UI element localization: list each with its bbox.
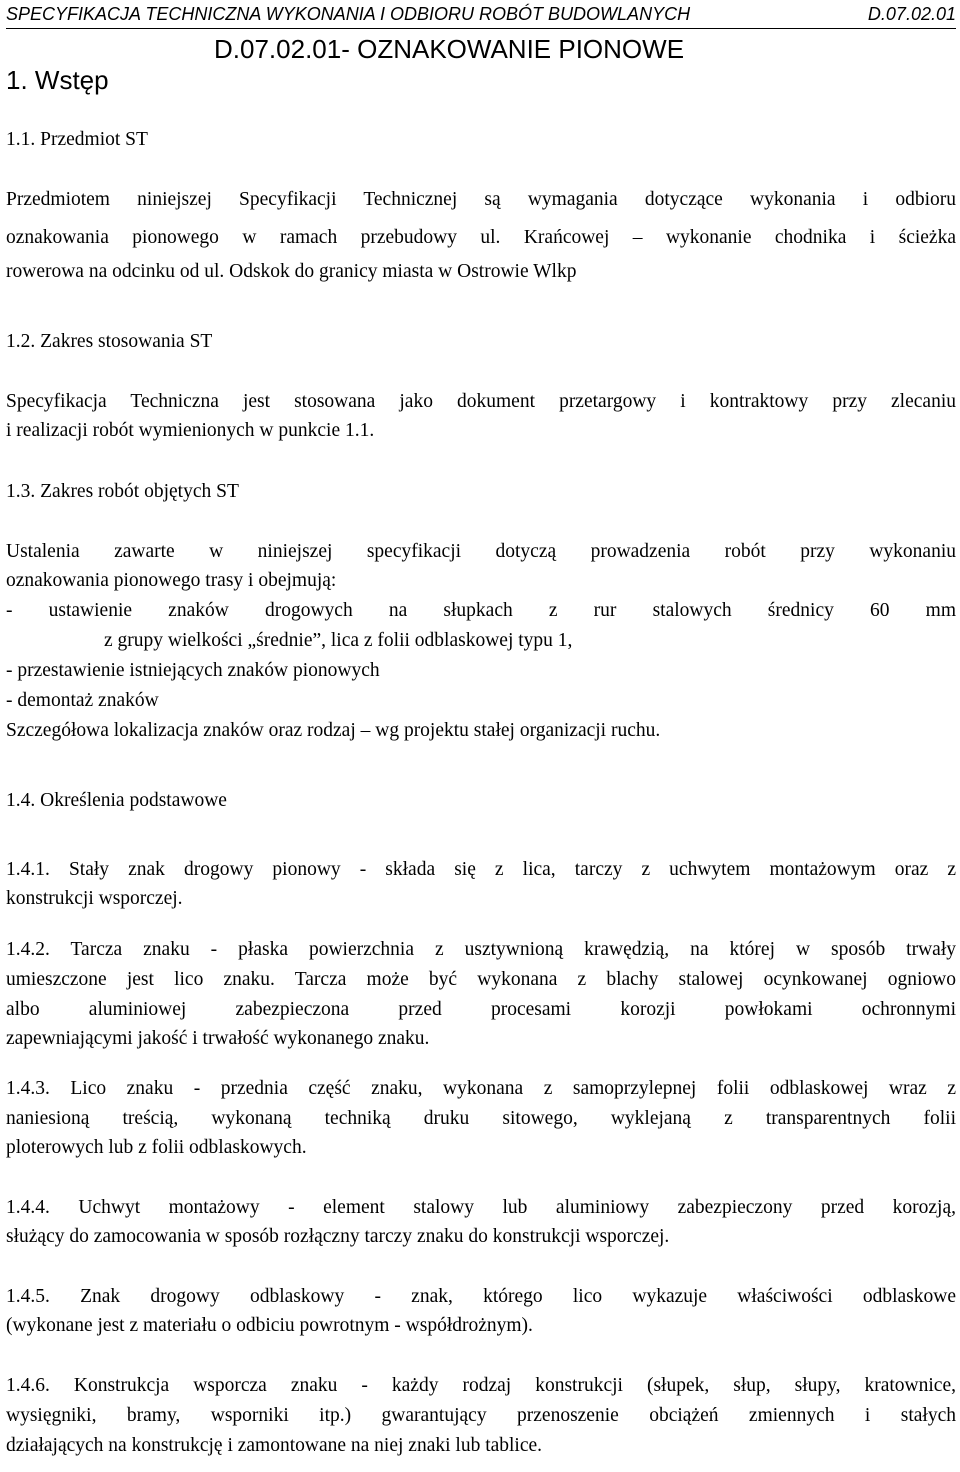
def-1-4-2-line-2: umieszczone jest lico znaku. Tarcza może być wykonana z blachy stalowej ocynkowanej ogniowo (6, 969, 956, 990)
def-1-4-6-line-1: 1.4.6. Konstrukcja wsporcza znaku - każdy rodzaj konstrukcji (słupek, słup, słupy, kratownice, (6, 1375, 956, 1396)
def-1-4-3-line-3: ploterowych lub z folii odblaskowych. (6, 1137, 307, 1158)
document-title: D.07.02.01- OZNAKOWANIE PIONOWE (214, 34, 685, 64)
heading-1-1: 1.1. Przedmiot ST (6, 129, 148, 150)
def-1-4-4-line-1: 1.4.4. Uchwyt montażowy - element stalowy lub aluminiowy zabezpieczony przed korozją, (6, 1197, 956, 1218)
def-1-4-5-line-2: (wykonane jest z materiału o odbiciu powrotnym - współdrożnym). (6, 1315, 533, 1336)
s13-list-item-3: - demontaż znaków (6, 690, 159, 711)
s13-line-last: Szczegółowa lokalizacja znaków oraz rodzaj – wg projektu stałej organizacji ruchu. (6, 720, 661, 741)
def-1-4-1-line-2: konstrukcji wsporczej. (6, 888, 183, 909)
s13-list-item-1: - ustawienie znaków drogowych na słupkach z rur stalowych średnicy 60 mm (6, 600, 956, 621)
def-1-4-6-line-2: wysięgniki, bramy, wsporniki itp.) gwarantujący przenoszenie obciążeń zmiennych i stałych (6, 1405, 956, 1426)
def-1-4-2-line-3: albo aluminiowej zabezpieczona przed procesami korozji powłokami ochronnymi (6, 999, 956, 1020)
header-title: SPECYFIKACJA TECHNICZNA WYKONANIA I ODBIORU ROBÓT BUDOWLANYCH (6, 4, 691, 24)
heading-1-2: 1.2. Zakres stosowania ST (6, 331, 213, 352)
heading-1-3: 1.3. Zakres robót objętych ST (6, 481, 239, 502)
def-1-4-1-line-1: 1.4.1. Stały znak drogowy pionowy - składa się z lica, tarczy z uchwytem montażowym oraz z (6, 859, 956, 880)
def-1-4-3-line-1: 1.4.3. Lico znaku - przednia część znaku, wykonana z samoprzylepnej folii odblaskowej wraz z (6, 1078, 956, 1099)
s11-line-2: oznakowania pionowego w ramach przebudowy ul. Krańcowej – wykonanie chodnika i ścieżka (6, 227, 956, 248)
def-1-4-6-line-3: działających na konstrukcję i zamontowane na niej znaki lub tablice. (6, 1435, 543, 1456)
s11-line-3: rowerowa na odcinku od ul. Odskok do granicy miasta w Ostrowie Wlkp (6, 261, 577, 282)
s13-line-1: Ustalenia zawarte w niniejszej specyfikacji dotyczą prowadzenia robót przy wykonaniu (6, 541, 956, 562)
s12-line-2: i realizacji robót wymienionych w punkcie 1.1. (6, 420, 375, 441)
s12-line-1: Specyfikacja Techniczna jest stosowana jako dokument przetargowy i kontraktowy przy zlecaniu (6, 391, 956, 412)
def-1-4-5-line-1: 1.4.5. Znak drogowy odblaskowy - znak, którego lico wykazuje właściwości odblaskowe (6, 1286, 956, 1307)
def-1-4-2-line-4: zapewniającymi jakość i trwałość wykonanego znaku. (6, 1028, 430, 1049)
s13-list-item-2: - przestawienie istniejących znaków pionowych (6, 660, 380, 681)
s13-line-2: oznakowania pionowego trasy i obejmują: (6, 570, 337, 591)
header-code: D.07.02.01 (867, 4, 956, 24)
def-1-4-4-line-2: służący do zamocowania w sposób rozłączny tarczy znaku do konstrukcji wsporczej. (6, 1226, 670, 1247)
s13-list-item-1-cont: z grupy wielkości „średnie”, lica z folii odblaskowej typu 1, (104, 630, 573, 651)
def-1-4-3-line-2: naniesioną treścią, wykonaną techniką druku sitowego, wyklejaną z transparentnych folii (6, 1108, 956, 1129)
section-title: 1. Wstęp (6, 65, 109, 95)
s11-line-1: Przedmiotem niniejszej Specyfikacji Technicznej są wymagania dotyczące wykonania i odbioru (6, 189, 956, 210)
def-1-4-2-line-1: 1.4.2. Tarcza znaku - płaska powierzchnia z usztywnioną krawędzią, na której w sposób trwały (6, 939, 956, 960)
heading-1-4: 1.4. Określenia podstawowe (6, 790, 227, 811)
page-header (6, 2, 956, 29)
